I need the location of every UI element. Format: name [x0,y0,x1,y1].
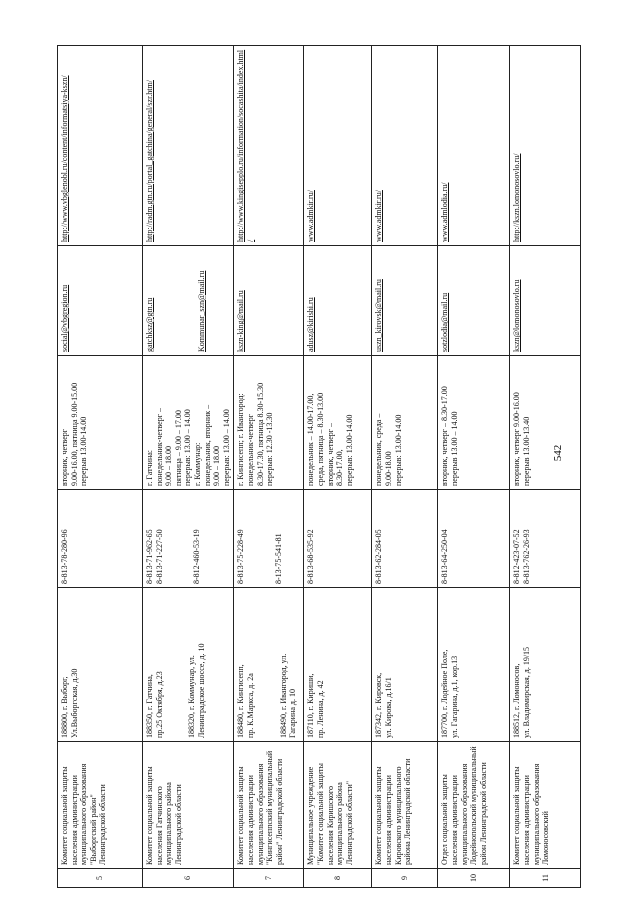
working-hours-cell [234,356,304,490]
website-link[interactable]: http://www.vbglenobl.ru/content/informatsiya-kszn/ [60,75,69,242]
row-number: 5 [58,869,143,888]
email-cell [304,246,372,356]
hours-line: перерыв: 13.00 – 14.00 [221,409,231,486]
website-cell [372,46,438,246]
working-hours-cell [143,356,234,490]
email-link-line[interactable]: Kommunar_szn@mail.ru [196,270,206,352]
organization-name: Комитет социальной защиты населения администрации муниципального образования Ломоносовский [510,742,581,869]
hours-line: г. Коммунар: [192,442,202,486]
cell-spacer [155,249,169,352]
organization-name: Отдел социальной защиты населения администрации муниципального образования Лодейнопольский муниципальный район Ленинградской области [438,742,510,869]
address-line: 187700, г. Лодейное Поле, [440,649,450,738]
address-cell [234,588,304,742]
hours-line: 9.00-18.00 [383,451,393,486]
email-cell [234,246,304,356]
cell-spacer [169,249,183,352]
email-link-line[interactable]: sotzlodia@mail.ru [440,292,450,352]
email-cell [143,246,234,356]
website-cell [234,46,304,246]
email-link-line[interactable]: uszn_kirovsk@mail.ru [374,279,384,352]
phone-cell [438,490,510,588]
phone-line: 8-812-460-53-19 [192,529,202,584]
address-line: 188800, г. Выборг, [60,676,69,738]
phone-line: 8-813-71-962-65 [145,529,154,584]
email-cell [510,246,581,356]
organization-name: Комитет социальной защиты населения Гатчинского муниципального района Ленинградской области [143,742,234,869]
working-hours-cell [372,356,438,490]
hours-line: перерыв 13.00 – 14.00 [449,411,459,486]
organization-name: Комитет социальной защиты населения администрации Кировского муниципального района Ленинградской области [372,742,438,869]
row-number: 9 [372,869,438,888]
phone-line: 8-813-64-250-04 [440,529,450,584]
hours-line: перерыв 13.00-13.40 [521,416,531,486]
website-link[interactable]: http://www.kingisepplo.ru/information/socashita/index.html/ [236,49,255,242]
hours-line: 8.30-17.30, пятница 8.30-15.30 [255,382,265,486]
organization-name: Комитет социальной защиты населения администрации муниципального образования "Кингисеппский муниципальный район" Ленинградской области [234,742,304,869]
website-link[interactable]: www.admkir.ru/ [374,190,384,242]
phone-line: 8-813-62-284-05 [374,529,384,584]
table-body [58,46,581,888]
table-row [143,46,234,888]
website-cell [143,46,234,246]
email-link-line[interactable]: social@vbgregion.ru [60,284,69,352]
cell-spacer [178,493,192,584]
phone-cell [58,490,143,588]
hours-line: вторник, четверг – 8.30-17.00 [440,386,450,486]
table-row [372,46,438,888]
phone-cell [143,490,234,588]
phone-line: 8-13-75-541-81 [273,533,283,584]
working-hours-cell [304,356,372,490]
table-row [510,46,581,888]
working-hours-cell [510,356,581,490]
working-hours-cell [438,356,510,490]
working-hours-cell [58,356,143,490]
hours-line: 9.00 – 18.00 [212,446,222,486]
address-line: ул. Гагарина, д.1, кор.13 [449,655,459,738]
website-cell [438,46,510,246]
cell-spacer [260,493,274,584]
phone-line: 8-813-68-535-92 [306,529,316,584]
website-link[interactable]: http://radm.gtn.ru/portal_gatchina/general/szr.htm/ [145,80,154,242]
address-cell [438,588,510,742]
hours-line: среда, пятница – 8.30-13.00 [315,392,325,486]
address-line: 188490, г. Ивангород, ул. [278,653,288,738]
email-link-line[interactable]: kszn@lomonosovlo.ru [512,279,522,352]
email-link-line[interactable]: adusz@kirishi.ru [306,297,316,352]
cell-spacer [256,591,270,738]
table-row [234,46,304,888]
organization-name: Комитет социальной защиты населения администрации муниципального образования "Выборгский район" Ленинградской области [58,742,143,869]
hours-line: перерыв: 13.00-14.00 [344,414,354,486]
email-cell [438,246,510,356]
phone-line: 8-813-75-228-49 [236,529,246,584]
row-number: 6 [143,869,234,888]
address-line: 188350, г. Гатчина, [145,674,154,738]
address-line: Гагарина д. 10 [288,689,298,738]
address-line: 187342, г. Кировск, [374,672,384,738]
website-cell [304,46,372,246]
address-cell [372,588,438,742]
hours-line: 9.00-16.00, пятница 9.00-15.00 [69,382,79,486]
row-number: 7 [234,869,304,888]
address-line: 188320, г. Коммунар, ул. [187,655,197,738]
row-number: 10 [438,869,510,888]
hours-line: вторник, четверг 9.00-16.00 [512,392,522,486]
address-line: ул. Владимирская, д. 19/15 [521,646,531,738]
address-cell [304,588,372,742]
phone-cell [372,490,438,588]
hours-line: г. Кингисепп; г. Ивангород: [236,393,246,486]
website-link[interactable]: www.admkir.ru/ [306,190,316,242]
table-row [438,46,510,888]
email-link-line[interactable]: kszn-king@mail.ru [236,290,246,352]
hours-line: 8.30-17.00, [335,449,345,486]
hours-line: перерыв: 13.00 – 14.00 [183,409,193,486]
phone-line: 8-813-71-227-50 [154,529,164,584]
cell-spacer [164,591,178,738]
hours-line: понедельник-четверг [245,413,255,486]
website-cell [58,46,143,246]
address-line: 188480, г. Кингисепп, [236,664,246,738]
hours-line: пятница – 9.00 – 17.00 [173,410,183,486]
address-line: 187110, г. Кириши, [306,673,316,738]
hours-line: понедельник, вторник – [202,404,212,486]
address-line: Ул.Выборгская, д.30 [69,668,79,738]
phone-cell [510,490,581,588]
hours-line: вторник, четверг – [325,422,335,486]
hours-line: г. Гатчина: [145,449,154,486]
address-cell [58,588,143,742]
email-cell [372,246,438,356]
email-cell [58,246,143,356]
address-line: 188512, г. Ломоносов, [512,663,522,738]
address-line: Ленинградское шоссе, д. 10 [196,643,206,738]
table-row [58,46,143,888]
phone-line: 8-813-762-26-93 [521,529,531,584]
hours-line: перерыв: 12.30 -13.30 [265,412,275,486]
hours-line: понедельник, среда – [374,413,384,486]
table-row [304,46,372,888]
hours-line: понедельник-четверг – [154,407,164,486]
hours-line: понедельник – 14.00-17.00, [306,393,316,486]
row-number: 11 [510,869,581,888]
hours-line: перерыв 13.00-14.00 [79,416,89,486]
hours-line: перерыв: 13.00-14.00 [393,414,403,486]
cell-spacer [178,591,187,738]
page-number: 542 [552,444,564,462]
website-link[interactable]: www.admlodia.ru/ [440,182,450,242]
address-cell [143,588,234,742]
cell-spacer [246,493,260,584]
cell-spacer [270,591,279,738]
address-line: пр.25 Октября, д.23 [154,671,164,738]
address-cell [510,588,581,742]
email-link-line[interactable]: gatchksz@gtn.ru [145,297,154,352]
row-number: 8 [304,869,372,888]
cell-spacer [164,493,178,584]
social-protection-table [57,45,581,888]
phone-cell [234,490,304,588]
phone-line: 8-813-78-280-96 [60,529,69,584]
phone-line: 8-812-423-07-52 [512,529,522,584]
phone-cell [304,490,372,588]
rotated-table-wrapper [57,46,571,888]
hours-line: 9.00 – 18.00 [164,446,174,486]
cell-spacer [183,249,197,352]
address-line: ул. Кирова, д.16/1 [383,677,393,738]
address-line: пр. Ленина, д. 42 [315,680,325,738]
organization-name: Муниципальное учреждение "Комитет социальной защиты населения Киришского муниципального района Ленинградской области" [304,742,372,869]
address-line: пр. К.Маркса, д. 2а [245,673,255,738]
website-cell [510,46,581,246]
website-link[interactable]: http://kszn.lomonosovlo.ru/ [512,153,522,242]
hours-line: вторник, четверг [60,428,69,486]
